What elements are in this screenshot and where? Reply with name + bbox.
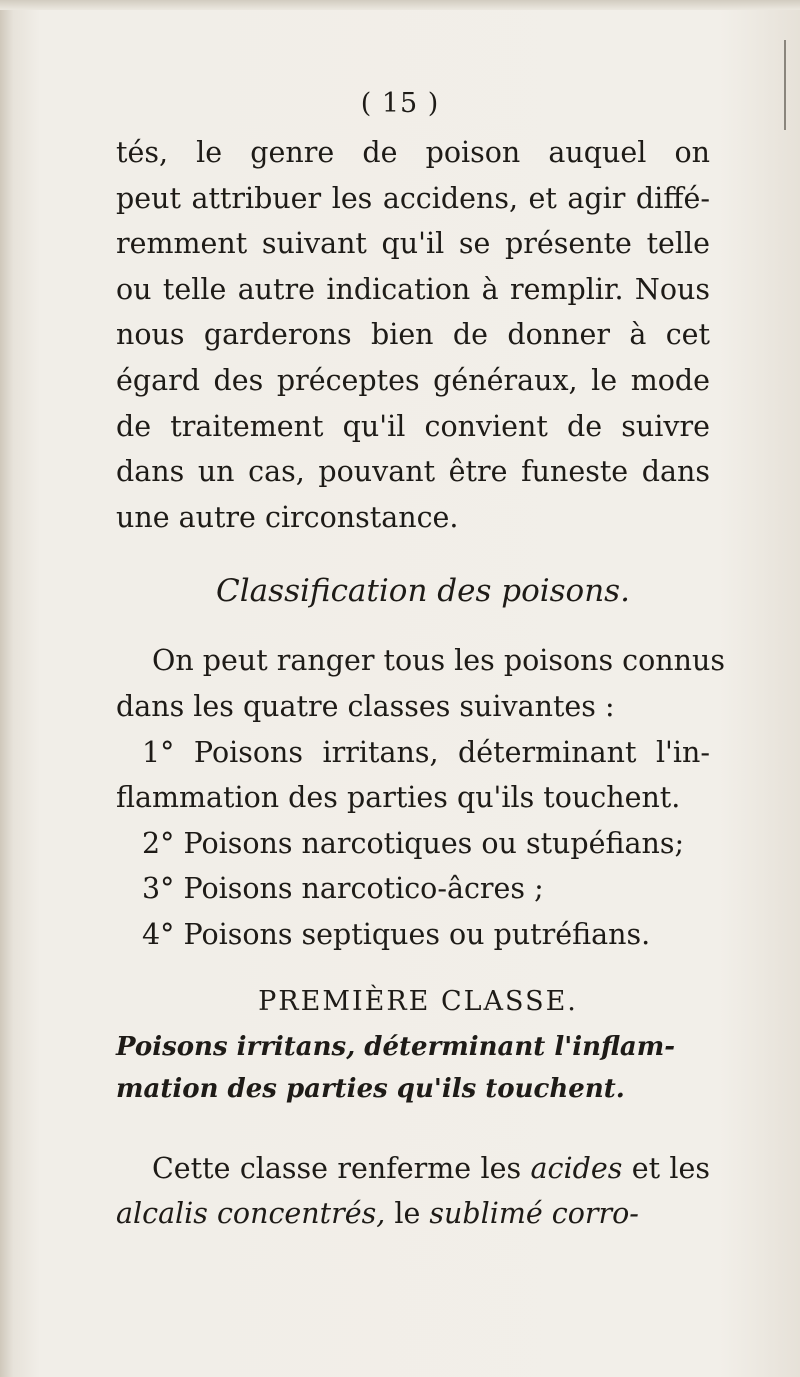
paragraph-intro: [116, 130, 710, 540]
list-item: 1° Poisons irritans, déterminant l'in-: [142, 735, 710, 769]
text-line: dans les quatre classes suivantes :: [116, 689, 615, 723]
class-subtitle-line: mation des parties qu'ils touchent.: [116, 1073, 625, 1104]
page-edge-mark: [784, 40, 786, 130]
list-item: 3° Poisons narcotico-âcres ;: [142, 872, 544, 906]
text-line: nous garderons bien de donner à cet: [116, 318, 710, 352]
text-line: On peut ranger tous les poisons connus: [152, 644, 725, 678]
italic-run: acides: [530, 1151, 623, 1185]
paragraph-class-content: [116, 1146, 710, 1237]
italic-run: sublimé corro-: [429, 1197, 639, 1231]
class-title: PREMIÈRE CLASSE.: [258, 985, 578, 1017]
paragraph-classes: [116, 638, 725, 957]
text-line: ou telle autre indication à remplir. Nous: [116, 272, 710, 306]
list-item: 2° Poisons narcotiques ou stupéfians;: [142, 826, 685, 860]
text-line: dans un cas, pouvant être funeste dans: [116, 455, 710, 489]
text-line: [116, 1191, 710, 1237]
list-item: 4° Poisons septiques ou putréfians.: [142, 917, 651, 951]
page-top-edge: [0, 0, 800, 10]
section-heading: Classification des poisons.: [216, 573, 630, 610]
text-run: Cette classe renferme les: [152, 1151, 531, 1185]
page-binding-edge: [0, 0, 14, 1377]
text-line: égard des préceptes généraux, le mode: [116, 363, 710, 397]
text-line: une autre circonstance.: [116, 500, 459, 534]
text-line: [116, 1146, 710, 1192]
text-line: peut attribuer les accidens, et agir diffé-: [116, 181, 710, 215]
text-run: et les: [622, 1151, 711, 1185]
class-subtitle-line: Poisons irritans, déterminant l'inflam-: [116, 1031, 676, 1062]
text-run: le: [385, 1197, 430, 1231]
page-number: ( 15 ): [360, 88, 440, 119]
text-line: tés, le genre de poison auquel on: [116, 136, 710, 169]
text-line: remment suivant qu'il se présente telle: [116, 227, 710, 261]
page-content: [116, 130, 725, 1237]
italic-run: alcalis concentrés,: [116, 1197, 386, 1231]
list-item-continuation: flammation des parties qu'ils touchent.: [116, 781, 681, 815]
text-line: de traitement qu'il convient de suivre: [116, 409, 710, 443]
